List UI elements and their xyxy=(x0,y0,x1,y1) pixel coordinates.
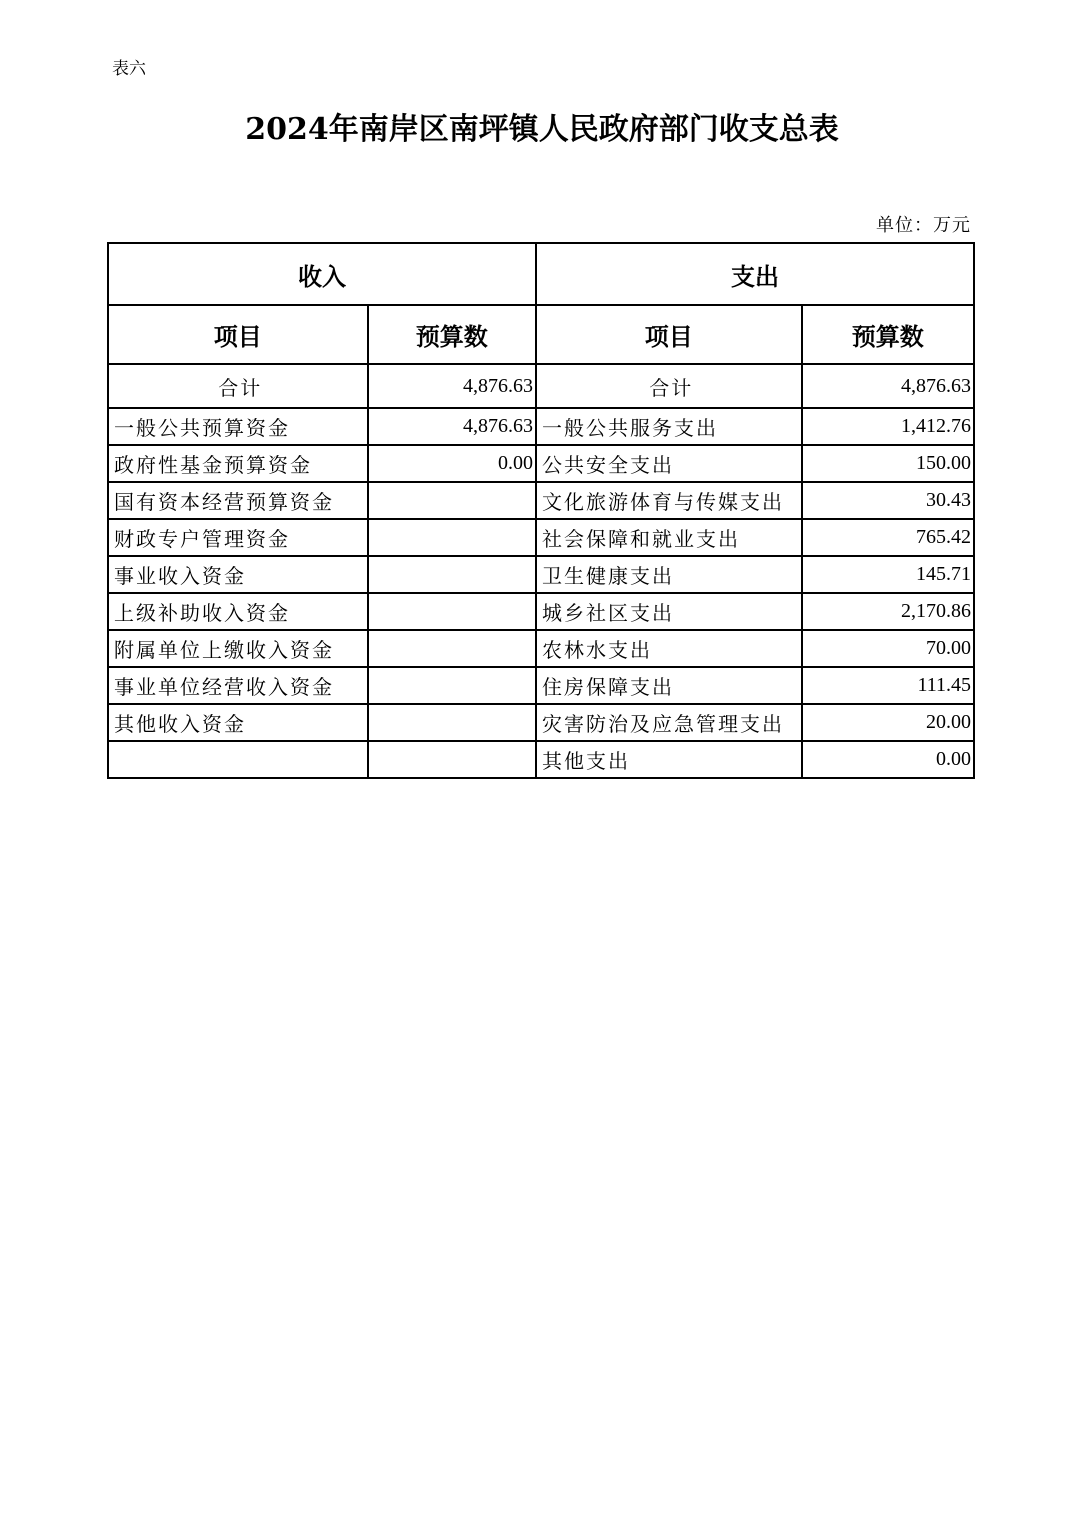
expense-item-header: 项目 xyxy=(536,305,802,364)
table-row xyxy=(108,556,974,593)
income-value-cell xyxy=(368,556,536,593)
expense-item-cell: 其他支出 xyxy=(536,741,802,778)
income-total-value: 4,876.63 xyxy=(368,364,536,408)
unit-label: 单位：万元 xyxy=(876,215,971,236)
income-item-cell: 事业收入资金 xyxy=(108,556,368,593)
page-title: 2024年南岸区南坪镇人民政府部门收支总表 xyxy=(245,112,839,147)
expense-value-cell: 145.71 xyxy=(802,556,974,593)
income-item-cell: 上级补助收入资金 xyxy=(108,593,368,630)
expense-value-cell: 2,170.86 xyxy=(802,593,974,630)
table-label: 表六 xyxy=(112,59,146,79)
income-value-cell xyxy=(368,519,536,556)
income-value-cell xyxy=(368,667,536,704)
expense-item-cell: 公共安全支出 xyxy=(536,445,802,482)
income-budget-header: 预算数 xyxy=(368,305,536,364)
expense-total-label: 合计 xyxy=(536,364,802,408)
expense-item-cell: 城乡社区支出 xyxy=(536,593,802,630)
table-row xyxy=(108,593,974,630)
table-row xyxy=(108,630,974,667)
income-total-label: 合计 xyxy=(108,364,368,408)
expense-value-cell: 70.00 xyxy=(802,630,974,667)
income-item-cell: 事业单位经营收入资金 xyxy=(108,667,368,704)
expense-value-cell: 150.00 xyxy=(802,445,974,482)
table-row xyxy=(108,482,974,519)
income-item-cell: 附属单位上缴收入资金 xyxy=(108,630,368,667)
table-row xyxy=(108,667,974,704)
expense-item-cell: 农林水支出 xyxy=(536,630,802,667)
total-row xyxy=(108,364,974,408)
income-item-header: 项目 xyxy=(108,305,368,364)
expense-total-value: 4,876.63 xyxy=(802,364,974,408)
expense-item-cell: 社会保障和就业支出 xyxy=(536,519,802,556)
expense-value-cell: 20.00 xyxy=(802,704,974,741)
income-value-cell: 0.00 xyxy=(368,445,536,482)
expense-value-cell: 0.00 xyxy=(802,741,974,778)
expense-item-cell: 一般公共服务支出 xyxy=(536,408,802,445)
income-item-cell: 国有资本经营预算资金 xyxy=(108,482,368,519)
income-value-cell: 4,876.63 xyxy=(368,408,536,445)
income-value-cell xyxy=(368,482,536,519)
column-header-row xyxy=(108,305,974,364)
expense-value-cell: 765.42 xyxy=(802,519,974,556)
expense-item-cell: 灾害防治及应急管理支出 xyxy=(536,704,802,741)
expense-value-cell: 30.43 xyxy=(802,482,974,519)
table-row xyxy=(108,741,974,778)
income-value-cell xyxy=(368,704,536,741)
table-row xyxy=(108,704,974,741)
income-value-cell xyxy=(368,741,536,778)
expense-item-cell: 住房保障支出 xyxy=(536,667,802,704)
expense-value-cell: 1,412.76 xyxy=(802,408,974,445)
income-item-cell: 一般公共预算资金 xyxy=(108,408,368,445)
income-value-cell xyxy=(368,630,536,667)
table-row xyxy=(108,408,974,445)
expense-group-header: 支出 xyxy=(536,243,974,305)
income-group-header: 收入 xyxy=(108,243,536,305)
expense-value-cell: 111.45 xyxy=(802,667,974,704)
table-row xyxy=(108,519,974,556)
expense-item-cell: 文化旅游体育与传媒支出 xyxy=(536,482,802,519)
group-header-row xyxy=(108,243,974,305)
income-value-cell xyxy=(368,593,536,630)
expense-item-cell: 卫生健康支出 xyxy=(536,556,802,593)
expense-budget-header: 预算数 xyxy=(802,305,974,364)
budget-table xyxy=(107,242,975,779)
income-item-cell: 其他收入资金 xyxy=(108,704,368,741)
table-row xyxy=(108,445,974,482)
income-item-cell: 财政专户管理资金 xyxy=(108,519,368,556)
income-item-cell xyxy=(108,741,368,778)
income-item-cell: 政府性基金预算资金 xyxy=(108,445,368,482)
